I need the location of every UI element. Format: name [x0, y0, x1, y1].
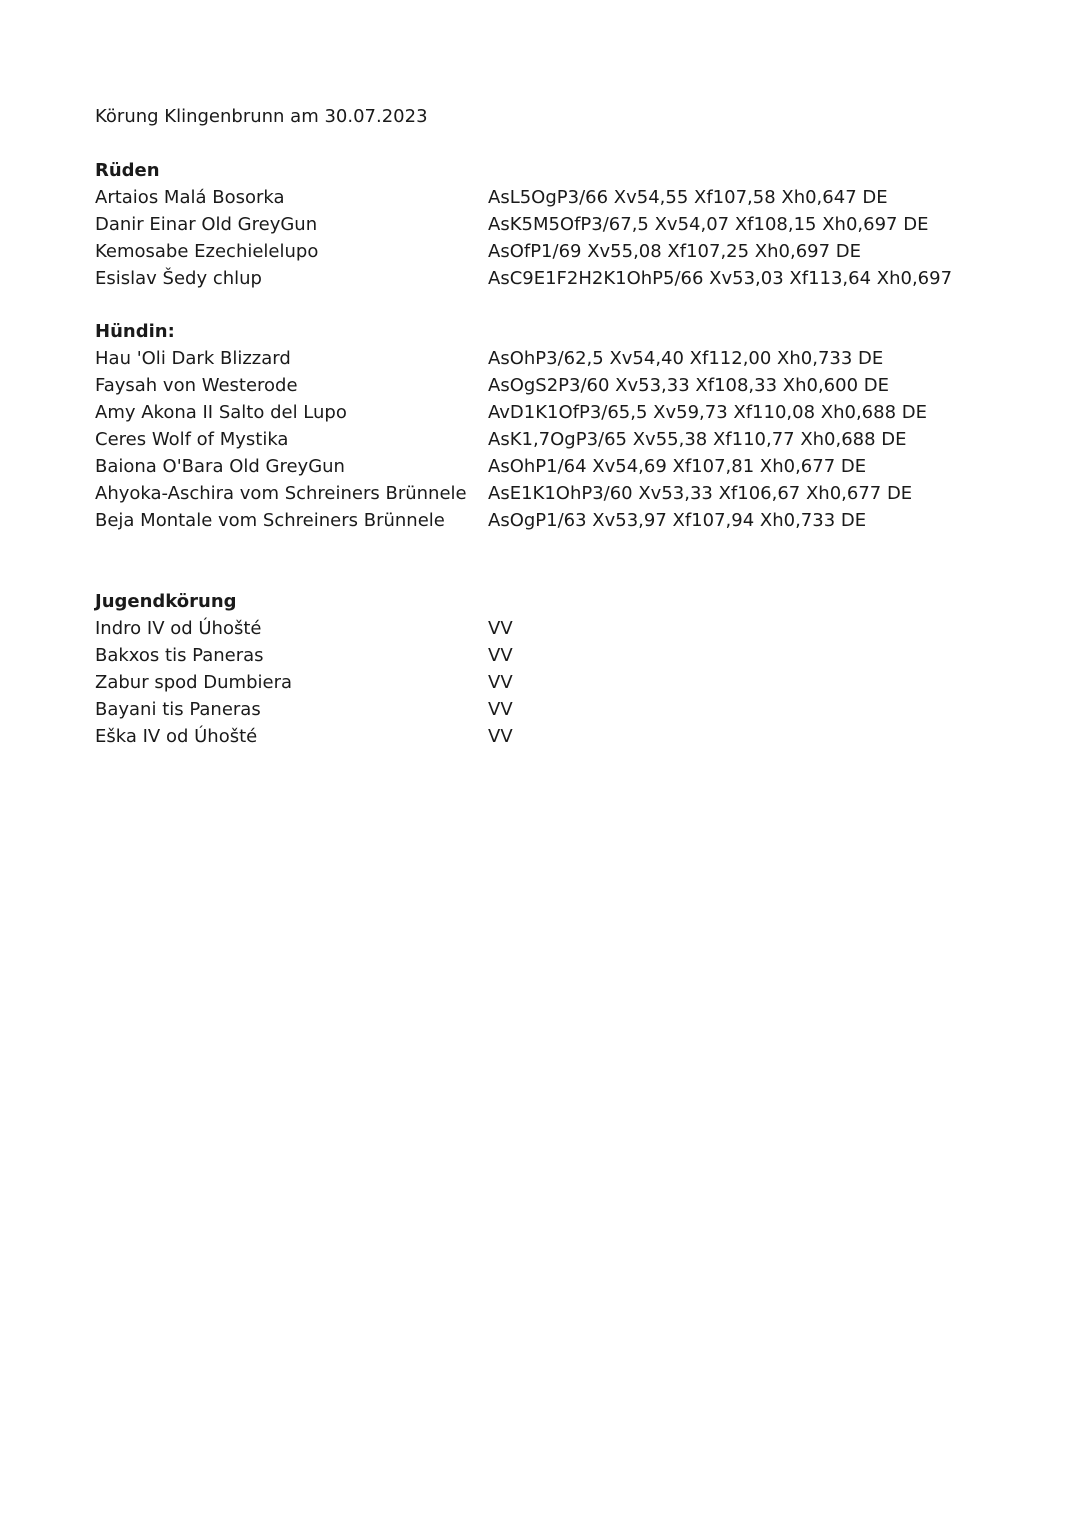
dog-result: AsL5OgP3/66 Xv54,55 Xf107,58 Xh0,647 DE	[488, 187, 888, 208]
dog-name: Indro IV od Úhošté	[95, 618, 262, 639]
dog-result: AsOhP1/64 Xv54,69 Xf107,81 Xh0,677 DE	[488, 456, 867, 477]
dog-name: Hau 'Oli Dark Blizzard	[95, 348, 291, 369]
list-item	[95, 345, 995, 372]
dog-name: Amy Akona II Salto del Lupo	[95, 402, 347, 423]
list-item	[95, 723, 995, 750]
dog-result: AsOfP1/69 Xv55,08 Xf107,25 Xh0,697 DE	[488, 241, 862, 262]
list-item	[95, 211, 995, 238]
section-rueden	[95, 157, 995, 292]
section-huendin	[95, 318, 995, 534]
dog-name: Baiona O'Bara Old GreyGun	[95, 456, 345, 477]
section-heading-jugendkoerung: Jugendkörung	[95, 591, 237, 612]
section-jugendkoerung	[95, 588, 995, 750]
dog-result: AvD1K1OfP3/65,5 Xv59,73 Xf110,08 Xh0,688 DE	[488, 402, 927, 423]
list-item	[95, 372, 995, 399]
dog-result: AsK5M5OfP3/67,5 Xv54,07 Xf108,15 Xh0,697 DE	[488, 214, 929, 235]
document-title: Körung Klingenbrunn am 30.07.2023	[95, 106, 428, 127]
section-heading-huendin: Hündin:	[95, 321, 175, 342]
dog-result: AsC9E1F2H2K1OhP5/66 Xv53,03 Xf113,64 Xh0,697	[488, 268, 953, 289]
section-heading-rueden: Rüden	[95, 160, 160, 181]
dog-result: AsOgS2P3/60 Xv53,33 Xf108,33 Xh0,600 DE	[488, 375, 889, 396]
list-item	[95, 184, 995, 211]
dog-name: Bayani tis Paneras	[95, 699, 261, 720]
list-item	[95, 426, 995, 453]
dog-name: Ahyoka-Aschira vom Schreiners Brünnele	[95, 483, 467, 504]
list-item	[95, 615, 995, 642]
dog-name: Kemosabe Ezechielelupo	[95, 241, 319, 262]
dog-result: VV	[488, 699, 513, 720]
dog-name: Zabur spod Dumbiera	[95, 672, 293, 693]
dog-result: AsE1K1OhP3/60 Xv53,33 Xf106,67 Xh0,677 DE	[488, 483, 913, 504]
dog-result: VV	[488, 726, 513, 747]
list-item	[95, 453, 995, 480]
dog-name: Bakxos tis Paneras	[95, 645, 264, 666]
dog-result: AsOgP1/63 Xv53,97 Xf107,94 Xh0,733 DE	[488, 510, 867, 531]
dog-result: AsK1,7OgP3/65 Xv55,38 Xf110,77 Xh0,688 DE	[488, 429, 907, 450]
list-item	[95, 265, 995, 292]
list-item	[95, 507, 995, 534]
dog-name: Artaios Malá Bosorka	[95, 187, 285, 208]
list-item	[95, 238, 995, 265]
list-item	[95, 399, 995, 426]
dog-name: Faysah von Westerode	[95, 375, 298, 396]
dog-result: VV	[488, 645, 513, 666]
list-item	[95, 696, 995, 723]
dog-name: Ceres Wolf of Mystika	[95, 429, 289, 450]
dog-name: Beja Montale vom Schreiners Brünnele	[95, 510, 445, 531]
dog-result: VV	[488, 672, 513, 693]
list-item	[95, 480, 995, 507]
dog-name: Danir Einar Old GreyGun	[95, 214, 318, 235]
dog-result: AsOhP3/62,5 Xv54,40 Xf112,00 Xh0,733 DE	[488, 348, 884, 369]
dog-name: Eška IV od Úhošté	[95, 726, 258, 747]
list-item	[95, 642, 995, 669]
list-item	[95, 669, 995, 696]
dog-result: VV	[488, 618, 513, 639]
dog-name: Esislav Šedy chlup	[95, 268, 262, 289]
